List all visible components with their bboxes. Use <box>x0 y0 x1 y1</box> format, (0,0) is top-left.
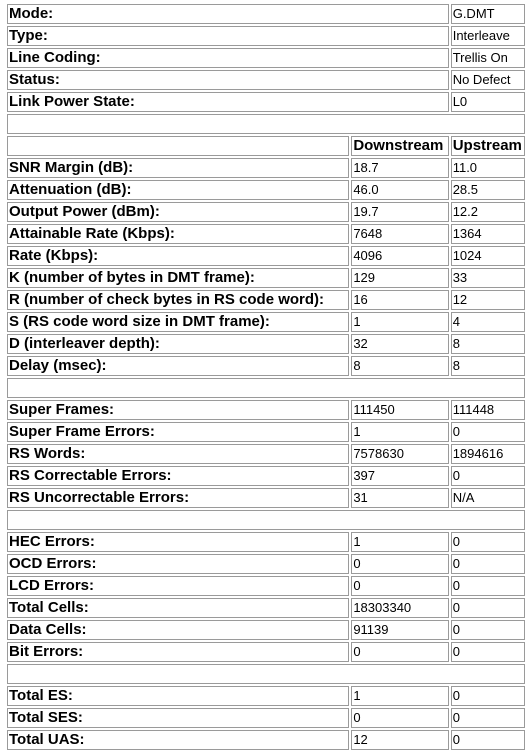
stat-row <box>7 598 525 618</box>
upstream-value: 111448 <box>451 400 525 420</box>
upstream-value: 4 <box>451 312 525 332</box>
downstream-value: 4096 <box>351 246 448 266</box>
stat-label: Bit Errors: <box>7 642 349 662</box>
upstream-value: 11.0 <box>451 158 525 178</box>
upstream-value: 0 <box>451 642 525 662</box>
stat-row <box>7 466 525 486</box>
upstream-value: 8 <box>451 356 525 376</box>
stat-label: RS Uncorrectable Errors: <box>7 488 349 508</box>
stat-row <box>7 708 525 728</box>
upstream-value: 1364 <box>451 224 525 244</box>
stat-row <box>7 444 525 464</box>
downstream-value: 1 <box>351 422 448 442</box>
info-value: Interleave <box>451 26 525 46</box>
downstream-value: 46.0 <box>351 180 448 200</box>
stat-row <box>7 686 525 706</box>
downstream-value: 0 <box>351 708 448 728</box>
upstream-value: 0 <box>451 554 525 574</box>
info-value: L0 <box>451 92 525 112</box>
upstream-header: Upstream <box>451 136 525 156</box>
info-row <box>7 4 525 24</box>
stat-label: Super Frames: <box>7 400 349 420</box>
stat-label: SNR Margin (dB): <box>7 158 349 178</box>
stat-row <box>7 356 525 376</box>
stat-row <box>7 158 525 178</box>
downstream-value: 91139 <box>351 620 448 640</box>
spacer-row <box>7 378 525 398</box>
info-value: No Defect <box>451 70 525 90</box>
spacer-cell <box>7 510 525 530</box>
info-row <box>7 70 525 90</box>
stat-label: R (number of check bytes in RS code word): <box>7 290 349 310</box>
spacer-row <box>7 114 525 134</box>
upstream-value: 0 <box>451 598 525 618</box>
upstream-value: 0 <box>451 466 525 486</box>
downstream-value: 0 <box>351 576 448 596</box>
downstream-header: Downstream <box>351 136 448 156</box>
info-label: Line Coding: <box>7 48 449 68</box>
upstream-value: 0 <box>451 708 525 728</box>
stat-label: Total SES: <box>7 708 349 728</box>
stat-label: Attenuation (dB): <box>7 180 349 200</box>
stat-row <box>7 334 525 354</box>
stat-label: D (interleaver depth): <box>7 334 349 354</box>
stat-row <box>7 642 525 662</box>
upstream-value: 0 <box>451 422 525 442</box>
upstream-value: 1024 <box>451 246 525 266</box>
info-label: Link Power State: <box>7 92 449 112</box>
stat-label: Total UAS: <box>7 730 349 750</box>
downstream-value: 0 <box>351 554 448 574</box>
stat-row <box>7 246 525 266</box>
downstream-value: 129 <box>351 268 448 288</box>
stat-label: K (number of bytes in DMT frame): <box>7 268 349 288</box>
downstream-value: 397 <box>351 466 448 486</box>
upstream-value: N/A <box>451 488 525 508</box>
stat-row <box>7 554 525 574</box>
info-label: Type: <box>7 26 449 46</box>
stat-label: RS Correctable Errors: <box>7 466 349 486</box>
upstream-value: 1894616 <box>451 444 525 464</box>
downstream-value: 18303340 <box>351 598 448 618</box>
stat-row <box>7 422 525 442</box>
downstream-value: 7648 <box>351 224 448 244</box>
downstream-value: 19.7 <box>351 202 448 222</box>
info-row <box>7 48 525 68</box>
stat-label: Delay (msec): <box>7 356 349 376</box>
downstream-value: 8 <box>351 356 448 376</box>
info-value: Trellis On <box>451 48 525 68</box>
downstream-value: 18.7 <box>351 158 448 178</box>
header-empty-cell <box>7 136 349 156</box>
spacer-cell <box>7 114 525 134</box>
info-label: Mode: <box>7 4 449 24</box>
stat-label: HEC Errors: <box>7 532 349 552</box>
info-label: Status: <box>7 70 449 90</box>
stat-label: OCD Errors: <box>7 554 349 574</box>
spacer-row <box>7 664 525 684</box>
downstream-value: 12 <box>351 730 448 750</box>
stat-label: Super Frame Errors: <box>7 422 349 442</box>
stat-label: LCD Errors: <box>7 576 349 596</box>
stat-label: Total ES: <box>7 686 349 706</box>
upstream-value: 0 <box>451 730 525 750</box>
spacer-cell <box>7 378 525 398</box>
stat-row <box>7 202 525 222</box>
stat-label: Total Cells: <box>7 598 349 618</box>
downstream-value: 0 <box>351 642 448 662</box>
stat-row <box>7 224 525 244</box>
spacer-cell <box>7 664 525 684</box>
stat-label: S (RS code word size in DMT frame): <box>7 312 349 332</box>
spacer-row <box>7 510 525 530</box>
adsl-statistics-table <box>5 2 527 752</box>
stat-label: Rate (Kbps): <box>7 246 349 266</box>
stat-label: Data Cells: <box>7 620 349 640</box>
upstream-value: 12.2 <box>451 202 525 222</box>
stat-row <box>7 730 525 750</box>
upstream-value: 0 <box>451 576 525 596</box>
downstream-value: 1 <box>351 532 448 552</box>
upstream-value: 28.5 <box>451 180 525 200</box>
adsl-statistics-body <box>7 4 525 750</box>
stat-row <box>7 290 525 310</box>
upstream-value: 0 <box>451 686 525 706</box>
stat-row <box>7 576 525 596</box>
upstream-value: 12 <box>451 290 525 310</box>
info-row <box>7 26 525 46</box>
downstream-value: 7578630 <box>351 444 448 464</box>
stat-label: Output Power (dBm): <box>7 202 349 222</box>
stat-row <box>7 620 525 640</box>
stat-label: Attainable Rate (Kbps): <box>7 224 349 244</box>
stat-row <box>7 312 525 332</box>
downstream-value: 16 <box>351 290 448 310</box>
upstream-value: 0 <box>451 532 525 552</box>
stat-row <box>7 268 525 288</box>
downstream-value: 1 <box>351 686 448 706</box>
stat-row <box>7 532 525 552</box>
stat-row <box>7 180 525 200</box>
stat-row <box>7 400 525 420</box>
info-row <box>7 92 525 112</box>
downstream-value: 111450 <box>351 400 448 420</box>
downstream-value: 31 <box>351 488 448 508</box>
info-value: G.DMT <box>451 4 525 24</box>
upstream-value: 33 <box>451 268 525 288</box>
upstream-value: 0 <box>451 620 525 640</box>
stat-row <box>7 488 525 508</box>
stat-label: RS Words: <box>7 444 349 464</box>
downstream-value: 1 <box>351 312 448 332</box>
upstream-value: 8 <box>451 334 525 354</box>
downstream-value: 32 <box>351 334 448 354</box>
column-header-row <box>7 136 525 156</box>
